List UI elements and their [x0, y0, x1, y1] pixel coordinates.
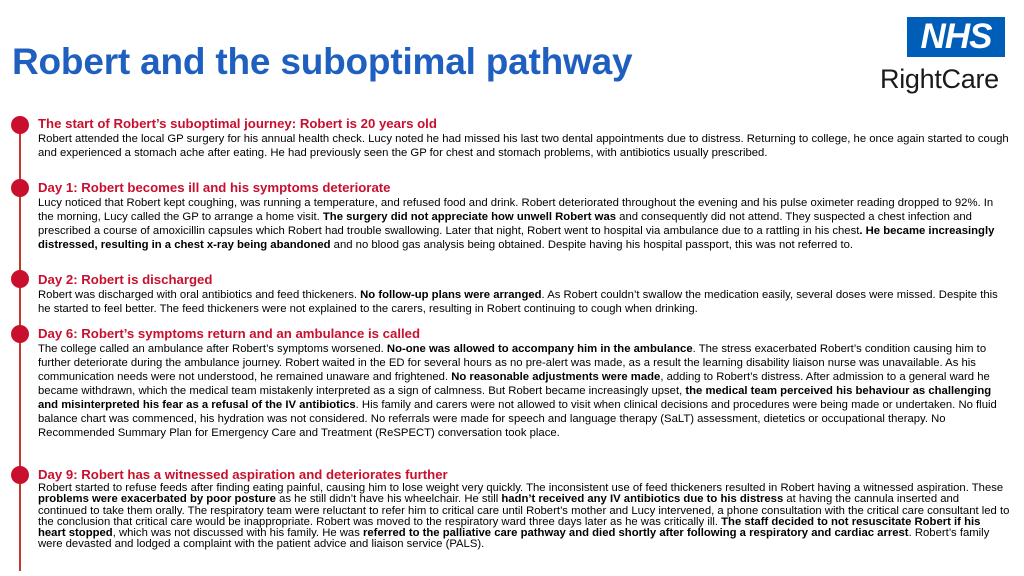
nhs-logo-box	[907, 17, 1005, 57]
emphasis-text: hadn’t received any IV antibiotics due to his distress	[501, 493, 784, 506]
emphasis-text: the medical team perceived his behaviour as challenging and misinterpreted his fear as a refusal of the IV antibiotics	[38, 385, 992, 411]
body-text: as he still didn’t have his wheelchair. He still	[275, 493, 502, 506]
emphasis-text: The surgery did not appreciate how unwell Robert was	[322, 211, 617, 223]
body-text: . His family and carers were not allowed to visit when clinical decisions and procedures were being made or undertaken. No fluid balance chart was commenced, his hydration was not considered. No referrals were made for speech and language therapy (SaLT) assessment, dietetics or occupational therapy. No Recommended Summary Plan for Emergency Care and Treatment (ReSPECT) conversation took place.	[38, 399, 997, 439]
body-text: Robert started to refuse feeds after finding eating painful, causing him to lose weight very quickly. The inconsistent use of feed thickeners resulted in Robert having a witnessed aspiration. These	[38, 482, 1004, 494]
body-text: at having the cannula inserted and continued to take them orally. The respiratory team were reluctant to refer him to critical care until Robert’s mother and Lucy intervened, a phone consultation with the critical care consultant led to the conclusion that critical care would be inappropriate. Robert was moved to the respiratory ward three days later as he was critically ill.	[38, 493, 1010, 528]
emphasis-text: The staff decided to not resuscitate Robert if his heart stopped	[38, 515, 981, 540]
body-text: and no blood gas analysis being obtained. Despite having his hospital passport, this was not referred to.	[330, 239, 854, 251]
nhs-rightcare-logo	[878, 14, 1010, 96]
section-body	[38, 196, 1010, 252]
section-day6	[38, 326, 1010, 440]
body-text: Robert was discharged with oral antibiotics and feed thickeners.	[38, 289, 361, 301]
body-text: , which was not discussed with his family. He was	[112, 527, 363, 540]
rightcare-logo-text: RightCare	[880, 64, 999, 94]
body-text: The college called an ambulance after Robert’s symptoms worsened.	[38, 343, 387, 355]
timeline-dot-day1	[11, 179, 29, 197]
section-day9	[38, 467, 1010, 551]
body-text: . Robert’s family were devasted and lodged a complaint with the patient advice and liaison service (PALS).	[38, 527, 990, 551]
body-text: Robert attended the local GP surgery for his annual health check. Lucy noted he had missed his last two dental appointments due to distress. Returning to college, he once again started to cough and experienced a stomach ache after eating. He had previously seen the GP for chest and stomach problems, with antibiotics usually prescribed.	[38, 133, 1009, 159]
emphasis-text: No follow-up plans were arranged	[360, 289, 542, 301]
timeline-dot-day6	[11, 325, 29, 343]
nhs-logo-text: NHS	[920, 17, 992, 56]
section-heading: Day 6: Robert’s symptoms return and an ambulance is called	[38, 326, 421, 341]
section-heading: The start of Robert’s suboptimal journey: Robert is 20 years old	[38, 116, 437, 131]
section-body	[38, 342, 1010, 440]
timeline-dot-start	[11, 116, 29, 134]
emphasis-text: No-one was allowed to accompany him in the ambulance	[386, 343, 693, 355]
body-text: . The stress exacerbated Robert’s condition causing him to further deteriorate during the ambulance journey. Robert waited in the ED for several hours as no pre-alert was made, as a result the learning disability liaison nurse was unavailable. As his communication needs were not understood, he remained unaware and frightened.	[38, 343, 987, 383]
section-body	[38, 483, 1010, 551]
section-heading: Day 1: Robert becomes ill and his symptoms deteriorate	[38, 180, 391, 195]
emphasis-text: problems were exacerbated by poor posture	[38, 493, 276, 506]
section-start	[38, 116, 1010, 160]
emphasis-text: No reasonable adjustments were made	[451, 371, 661, 383]
section-day1	[38, 180, 1010, 252]
section-heading: Day 9: Robert has a witnessed aspiration and deteriorates further	[38, 467, 448, 482]
emphasis-text: . He became increasingly distressed, resulting in a chest x-ray being abandoned	[38, 225, 995, 251]
body-text: , adding to Robert’s distress. After admission to a general ward he became withdrawn, which the medical team mistakenly interpreted as a sign of calmness. But Robert became increasingly upset,	[38, 371, 990, 397]
timeline-dot-day9	[11, 466, 29, 484]
timeline-dot-day2	[11, 270, 29, 288]
section-body	[38, 132, 1010, 160]
section-body	[38, 288, 1010, 316]
body-text: . As Robert couldn’t swallow the medication easily, several doses were missed. Despite this he started to feel better. The feed thickeners were not explained to the carers, resulting in Robert continuing to cough when drinking.	[38, 289, 998, 315]
section-day2	[38, 272, 1010, 316]
page-title: Robert and the suboptimal pathway	[12, 41, 633, 82]
body-text: Lucy noticed that Robert kept coughing, was running a temperature, and refused food and drink. Robert deteriorated throughout the evening and his pulse oximeter reading dropped to 92%. In the morning, Lucy called the GP to arrange a home visit.	[38, 197, 994, 223]
emphasis-text: referred to the palliative care pathway and died shortly after following a respiratory and cardiac arrest	[363, 527, 909, 540]
body-text: and consequently did not attend. They suspected a chest infection and prescribed a course of amoxicillin capsules which Robert had trouble swallowing. Later that night, Robert went to hospital via ambulance due to a rattling in his chest	[38, 211, 972, 237]
section-heading: Day 2: Robert is discharged	[38, 272, 213, 287]
